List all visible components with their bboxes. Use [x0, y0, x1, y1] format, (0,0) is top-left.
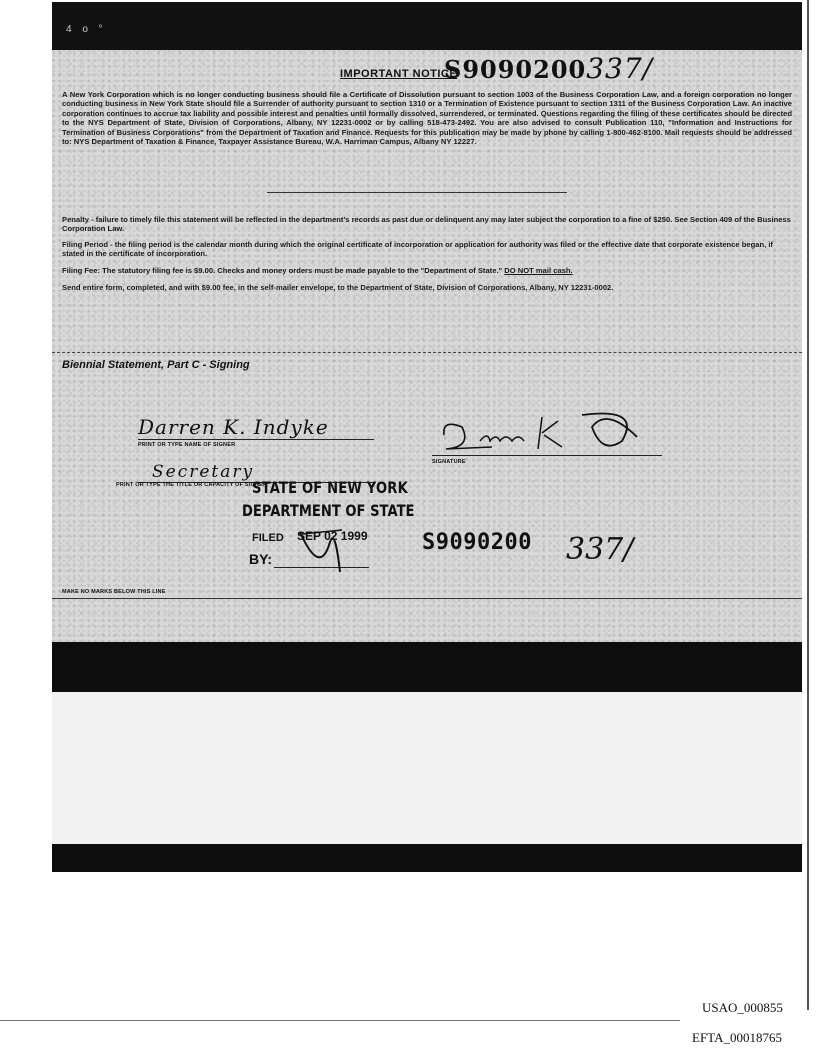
stamp-state-of-new-york: STATE OF NEW YORK	[252, 478, 408, 497]
stamp-suffix: 337/	[586, 52, 654, 85]
signer-name-field: Darren K. Indyke	[138, 415, 374, 440]
filing-number-stamp-top	[444, 52, 653, 85]
signature-line	[432, 455, 662, 456]
bottom-divider	[52, 598, 802, 599]
signer-name-label: PRINT OR TYPE NAME OF SIGNER	[138, 442, 236, 448]
signer-title-label: PRINT OR TYPE THE TITLE OR CAPACITY OF SIGNER	[116, 482, 268, 488]
bates-number-efta: EFTA_00018765	[692, 1030, 782, 1045]
filing-fee-warning: DO NOT mail cash.	[504, 266, 573, 275]
scanned-form-page	[52, 2, 802, 872]
scan-light-inset	[52, 692, 802, 844]
important-notice-body: A New York Corporation which is no longer conducting business should file a Certificate of Dissolution pursuant to section 1003 of the Business Corporation Law, and a foreign corporation no longer conducting business in New York State should file a Surrender of authority pursuant to section 1310 or a Termination of Existence pursuant to section 1311 of the Business Corporation Law. An inactive corporation continues to accrue tax liability and possible interest and penalties until formally dissolved, surrendered, or terminated. Questions regarding the filing of these certificates should be directed to the NYS Department of State, Division of Corporations, Albany, NY 12231-0002 or by calling 518-473-2492. You are also advised to consult Publication 110, "Information and Instructions for Termination of Business Corporations" from the Department of Taxation and Finance. Requests for this publication may be made by phone by calling 1-800-462-8100. Mail requests should be addressed to: NYS Department of Taxation & Finance, Taxpayer Assistance Bureau, W.A. Harriman Campus, Albany NY 12227.	[62, 90, 792, 147]
dashed-divider	[52, 352, 802, 353]
stamp-department-of-state: DEPARTMENT OF STATE	[242, 501, 415, 520]
signing-section-heading: Biennial Statement, Part C - Signing	[62, 359, 250, 371]
signature-label: SIGNATURE	[432, 459, 466, 465]
penalty-paragraph: Penalty - failure to timely file this statement will be reflected in the department's records as past due or delinquent any may later subject the corporation to a fine of $250. See Section 409 of the Business Corporation Law.	[62, 215, 791, 234]
divider	[267, 192, 567, 193]
stamp-filed-label: FILED	[252, 532, 284, 544]
handwritten-signature	[432, 397, 652, 459]
stamp-by-label: BY:	[249, 551, 273, 567]
corner-mark: 4 o °	[66, 24, 107, 35]
filing-fee-text: Filing Fee: The statutory filing fee is $9.00. Checks and money orders must be made payable to the "Department of State."	[62, 266, 503, 275]
no-marks-label: MAKE NO MARKS BELOW THIS LINE	[62, 589, 166, 595]
signer-title-field: Secretary	[138, 462, 374, 483]
filing-number-suffix: 337/	[566, 532, 634, 567]
filing-fee-paragraph	[62, 266, 792, 275]
footer-rule	[0, 1020, 680, 1021]
page-edge-line	[807, 0, 809, 1010]
scan-dark-band-top	[52, 2, 802, 50]
send-instructions-paragraph: Send entire form, completed, and with $9.00 fee, in the self-mailer envelope, to the Department of State, Division of Corporations, Albany, NY 12231-0002.	[62, 283, 614, 292]
filing-period-paragraph: Filing Period - the filing period is the calendar month during which the original certificate of incorporation or application for authority was filed or the effective date that corporate existence began, if stated in the certificate of incorporation.	[62, 240, 773, 259]
stamp-number: S9090200	[444, 55, 587, 84]
important-notice-heading: IMPORTANT NOTICE	[340, 68, 458, 80]
bates-number-usao: USAO_000855	[702, 1000, 783, 1015]
stamp-initials-scribble	[290, 522, 350, 577]
stamp-filed-date: SEP 02 1999	[297, 529, 368, 543]
filing-number: S9090200	[422, 530, 532, 555]
